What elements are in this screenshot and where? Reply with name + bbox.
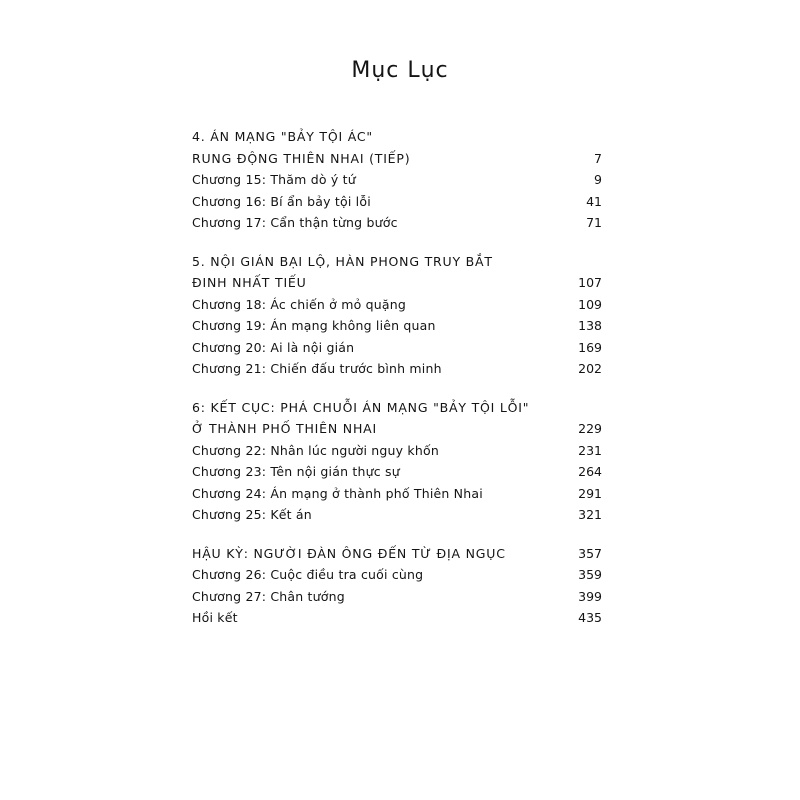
toc-part-heading: [192, 272, 602, 294]
toc-chapter-entry: [192, 294, 602, 316]
toc-entry-label: HẬU KỲ: NGƯỜI ĐÀN ÔNG ĐẾN TỪ ĐỊA NGỤC: [192, 545, 506, 561]
toc-page-number: 264: [578, 464, 602, 479]
toc-entry-label: Chương 22: Nhân lúc người nguy khốn: [192, 442, 439, 458]
toc-page-number: 435: [578, 610, 602, 625]
toc-entry-label: Hồi kết: [192, 610, 238, 625]
toc-section: [192, 126, 602, 234]
toc-page-number: 229: [578, 421, 602, 436]
toc-chapter-entry: [192, 607, 602, 629]
toc-page-number: 231: [578, 442, 602, 458]
toc-page-number: 71: [586, 215, 602, 230]
toc-page-number: 138: [578, 318, 602, 333]
toc-page-number: 291: [578, 485, 602, 501]
toc-chapter-entry: [192, 586, 602, 608]
toc-entry-label: Chương 27: Chân tướng: [192, 588, 345, 604]
toc-part-heading: [192, 543, 602, 565]
toc-chapter-entry: [192, 564, 602, 586]
toc-part-heading: [192, 126, 602, 148]
toc-entry-label: Chương 21: Chiến đấu trước bình minh: [192, 361, 442, 376]
toc-section: [192, 251, 602, 380]
toc-page-number: 357: [578, 545, 602, 561]
toc-chapter-entry: [192, 504, 602, 526]
toc-page-number: 9: [594, 172, 602, 187]
page-title: Mục Lục: [351, 58, 449, 83]
toc-entry-label: Chương 25: Kết án: [192, 507, 312, 522]
toc-entry-label: Chương 17: Cẩn thận từng bước: [192, 215, 398, 230]
toc-entry-label: Chương 19: Án mạng không liên quan: [192, 318, 436, 333]
toc-part-heading: [192, 418, 602, 440]
toc-chapter-entry: [192, 337, 602, 359]
toc-section: [192, 543, 602, 629]
toc-entry-label: Ở THÀNH PHỐ THIÊN NHAI: [192, 421, 377, 436]
toc-entry-label: Chương 18: Ác chiến ở mỏ quặng: [192, 296, 406, 312]
toc-chapter-entry: [192, 358, 602, 380]
toc-entry-label: Chương 26: Cuộc điều tra cuối cùng: [192, 567, 424, 582]
toc-page-number: 321: [578, 507, 602, 522]
toc-chapter-entry: [192, 191, 602, 213]
toc-entry-label: Chương 20: Ai là nội gián: [192, 339, 355, 355]
toc-part-heading: [192, 251, 602, 273]
toc-part-heading: [192, 397, 602, 419]
toc-part-heading: [192, 148, 602, 170]
toc-entry-label: Chương 24: Án mạng ở thành phố Thiên Nhai: [192, 485, 483, 501]
toc-page-number: 202: [578, 361, 602, 376]
toc-page-number: 399: [578, 588, 602, 604]
toc-chapter-entry: [192, 169, 602, 191]
toc-page-number: 169: [578, 339, 602, 355]
toc-chapter-entry: [192, 461, 602, 483]
toc-entry-label: RUNG ĐỘNG THIÊN NHAI (TIẾP): [192, 150, 411, 166]
toc-entry-label: Chương 23: Tên nội gián thực sự: [192, 464, 400, 479]
toc-entry-label: ĐINH NHẤT TIẾU: [192, 275, 307, 290]
toc-page-number: 107: [578, 275, 602, 290]
toc-page-number: 109: [578, 296, 602, 312]
toc-entry-label: Chương 16: Bí ẩn bảy tội lỗi: [192, 193, 371, 209]
table-of-contents: [192, 126, 602, 646]
toc-chapter-entry: [192, 440, 602, 462]
toc-page-number: 7: [594, 150, 602, 166]
toc-page-number: 359: [578, 567, 602, 582]
toc-page-number: 41: [586, 193, 602, 209]
toc-entry-label: 4. ÁN MẠNG "BẢY TỘI ÁC": [192, 129, 373, 144]
toc-chapter-entry: [192, 483, 602, 505]
toc-chapter-entry: [192, 212, 602, 234]
toc-entry-label: 5. NỘI GIÁN BẠI LỘ, HÀN PHONG TRUY BẮT: [192, 253, 493, 269]
toc-entry-label: Chương 15: Thăm dò ý tứ: [192, 172, 356, 187]
toc-entry-label: 6: KẾT CỤC: PHÁ CHUỖI ÁN MẠNG "BẢY TỘI LỖI": [192, 399, 530, 415]
toc-chapter-entry: [192, 315, 602, 337]
toc-section: [192, 397, 602, 526]
